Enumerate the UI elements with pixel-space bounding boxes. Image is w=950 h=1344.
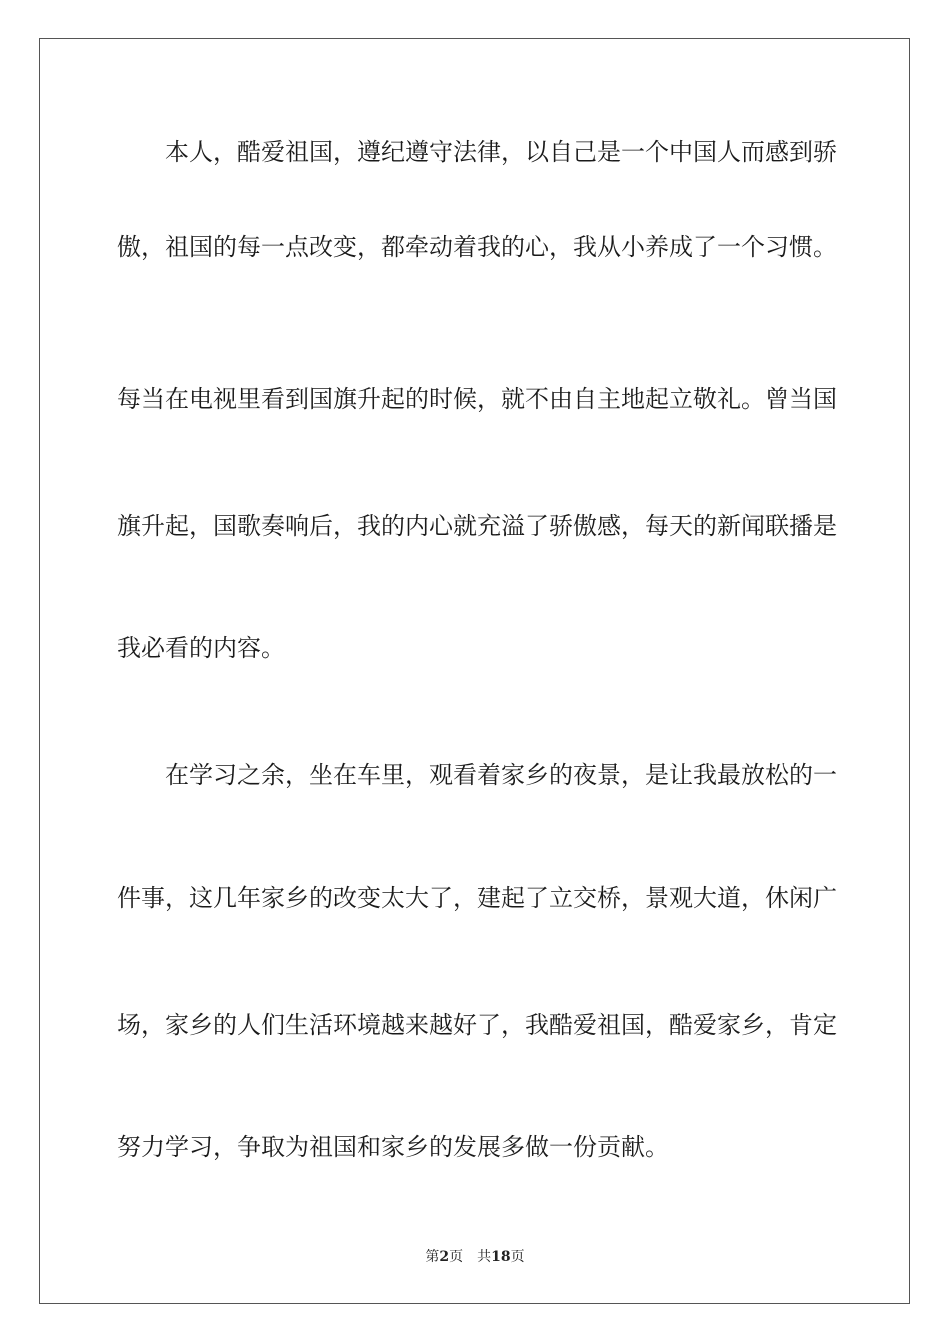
- paragraph-2-line-4: 努力学习，争取为祖国和家乡的发展多做一份贡献。: [117, 1133, 669, 1161]
- page-suffix: 页: [449, 1249, 464, 1265]
- paragraph-1-line-3: 每当在电视里看到国旗升起的时候，就不由自主地起立敬礼。曾当国: [117, 385, 837, 413]
- paragraph-2-line-2: 件事，这几年家乡的改变太大了，建起了立交桥，景观大道，休闲广: [117, 884, 837, 912]
- page-prefix: 第: [425, 1249, 440, 1265]
- total-prefix: 共: [477, 1249, 492, 1265]
- paragraph-1-line-5: 我必看的内容。: [117, 634, 285, 662]
- paragraph-1-line-2: 傲，祖国的每一点改变，都牵动着我的心，我从小养成了一个习惯。: [117, 233, 837, 261]
- paragraph-1-line-1: 本人，酷爱祖国，遵纪遵守法律，以自己是一个中国人而感到骄: [165, 138, 837, 166]
- paragraph-1-line-4: 旗升起，国歌奏响后，我的内心就充溢了骄傲感，每天的新闻联播是: [117, 512, 837, 540]
- total-pages: 18: [491, 1249, 511, 1265]
- paragraph-2-line-3: 场，家乡的人们生活环境越来越好了，我酷爱祖国，酷爱家乡，肯定: [117, 1011, 837, 1039]
- total-suffix: 页: [510, 1249, 525, 1265]
- page-number: 2: [439, 1249, 450, 1265]
- paragraph-2-line-1: 在学习之余，坐在车里，观看着家乡的夜景，是让我最放松的一: [165, 761, 837, 789]
- page-footer: [0, 1248, 950, 1266]
- page-border: [39, 38, 910, 1304]
